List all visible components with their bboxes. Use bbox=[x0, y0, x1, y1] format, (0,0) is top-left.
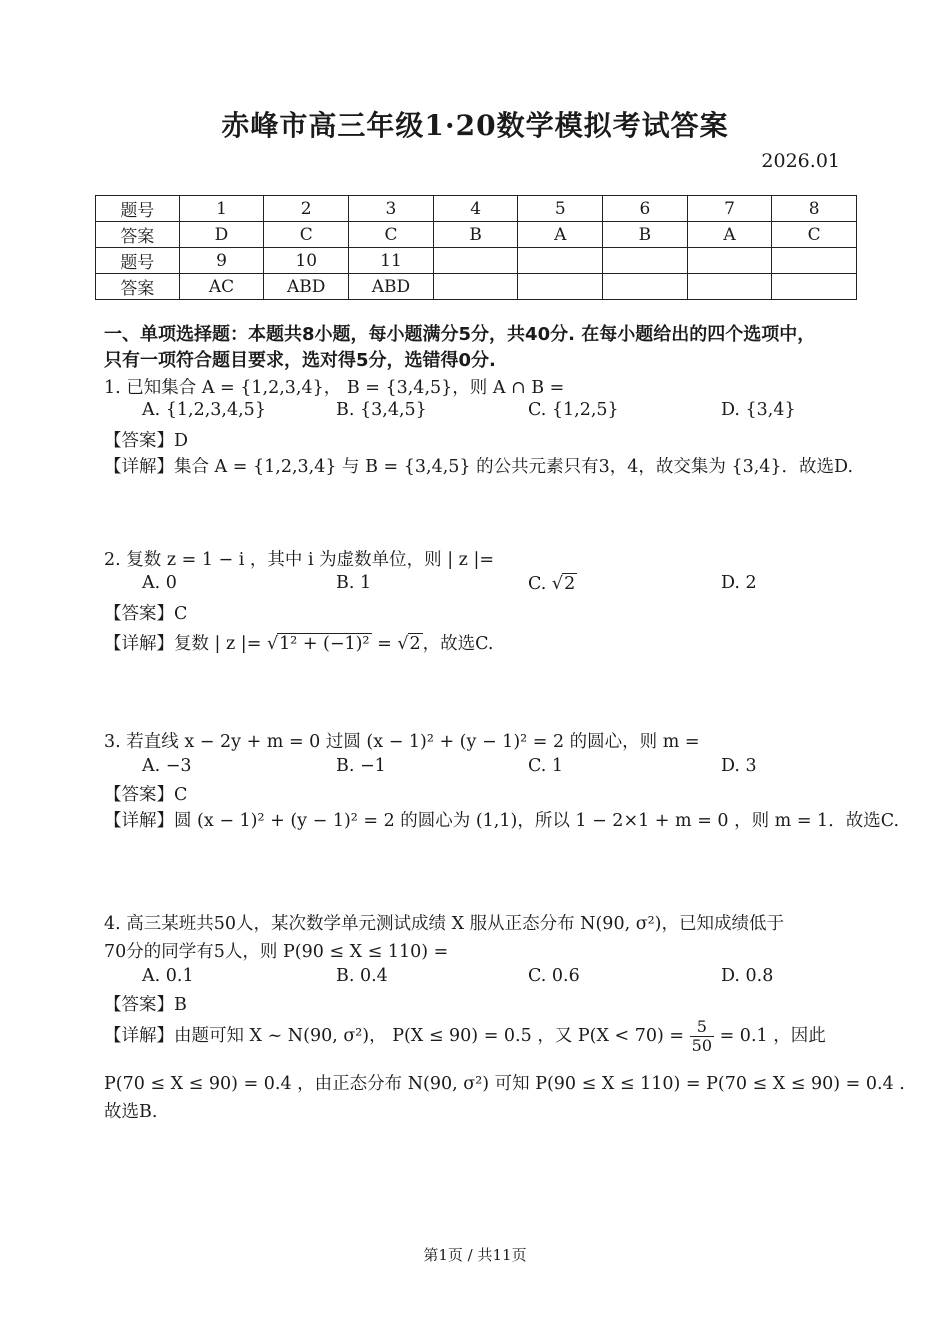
question-2-option-a: A. 0 bbox=[142, 573, 177, 593]
question-4-detail-line2: P(70 ≤ X ≤ 90) = 0.4 ，由正态分布 N(90, σ²) 可知 P(90 ≤ X ≤ 110) = P(70 ≤ X ≤ 90) = 0.4 . bbox=[104, 1074, 905, 1094]
question-1-detail: 【详解】集合 A = {1,2,3,4} 与 B = {3,4,5} 的公共元素只有3，4，故交集为 {3,4}．故选D. bbox=[104, 457, 854, 477]
question-1-option-c: C. {1,2,5} bbox=[528, 400, 619, 420]
fraction bbox=[690, 1018, 714, 1055]
table-cell: ABD bbox=[264, 274, 349, 300]
table-cell: 11 bbox=[349, 248, 434, 274]
question-2-option-c-radicand: 2 bbox=[564, 574, 576, 594]
table-cell-label: 答案 bbox=[96, 222, 180, 248]
table-cell-label: 答案 bbox=[96, 274, 180, 300]
table-cell: 10 bbox=[264, 248, 349, 274]
question-2-detail-suffix: ，故选C. bbox=[422, 634, 494, 654]
question-4-stem-line1: 4. 高三某班共50人，某次数学单元测试成绩 X 服从正态分布 N(90, σ²)，已知成绩低于 bbox=[104, 914, 784, 934]
fraction-denominator: 50 bbox=[691, 1036, 712, 1055]
table-cell: 8 bbox=[772, 196, 857, 222]
section-heading-line: 一、单项选择题：本题共8小题，每小题满分5分，共40分. 在每小题给出的四个选项中， bbox=[104, 324, 816, 345]
table-cell: C bbox=[349, 222, 434, 248]
question-2-option-b: B. 1 bbox=[336, 573, 372, 593]
sqrt-sign-icon: √ bbox=[397, 634, 409, 654]
question-4-stem-line2: 70分的同学有5人，则 P(90 ≤ X ≤ 110) = bbox=[104, 942, 449, 962]
table-cell bbox=[433, 248, 518, 274]
table-row bbox=[96, 222, 857, 248]
section-heading-line: 只有一项符合题目要求，选对得5分，选错得0分. bbox=[104, 350, 496, 371]
exam-date: 2026.01 bbox=[761, 150, 840, 172]
question-4-detail-prefix: 【详解】由题可知 X ~ N(90, σ²)， P(X ≤ 90) = 0.5 ，又 P(X < 70) = bbox=[104, 1026, 685, 1046]
question-2-option-c-label: C. bbox=[528, 574, 547, 594]
table-row bbox=[96, 248, 857, 274]
table-cell: 7 bbox=[687, 196, 772, 222]
table-cell bbox=[603, 274, 688, 300]
question-2-detail-result: 2 bbox=[409, 634, 421, 654]
question-3-answer: 【答案】C bbox=[104, 785, 188, 805]
question-2-option-c bbox=[528, 573, 577, 594]
answer-table bbox=[95, 195, 857, 300]
table-cell bbox=[772, 274, 857, 300]
table-cell: C bbox=[772, 222, 857, 248]
question-1-math: A = {1,2,3,4}， B = {3,4,5}，则 A ∩ B = bbox=[201, 378, 565, 398]
sqrt-sign-icon: √ bbox=[266, 634, 279, 654]
question-3-option-a: A. −3 bbox=[142, 756, 192, 776]
table-cell bbox=[518, 274, 603, 300]
table-cell: 1 bbox=[179, 196, 264, 222]
question-3-option-d: D. 3 bbox=[721, 756, 757, 776]
question-2-detail-eq: = bbox=[377, 634, 392, 654]
question-3-stem: 3. 若直线 x − 2y + m = 0 过圆 (x − 1)² + (y − 1)² = 2 的圆心，则 m = bbox=[104, 732, 700, 752]
table-cell bbox=[687, 274, 772, 300]
table-cell: B bbox=[603, 222, 688, 248]
question-4-option-b: B. 0.4 bbox=[336, 966, 388, 986]
table-cell: 6 bbox=[603, 196, 688, 222]
question-2-detail-prefix: 【详解】复数 | z |= bbox=[104, 634, 262, 654]
fraction-numerator: 5 bbox=[690, 1018, 714, 1037]
question-1-answer: 【答案】D bbox=[104, 431, 189, 451]
table-cell: 2 bbox=[264, 196, 349, 222]
page-title: 赤峰市高三年级1·20数学模拟考试答案 bbox=[221, 109, 729, 142]
question-2-option-d: D. 2 bbox=[721, 573, 757, 593]
question-1-option-b: B. {3,4,5} bbox=[336, 400, 427, 420]
question-2-detail bbox=[104, 630, 493, 655]
table-cell-label: 题号 bbox=[96, 196, 180, 222]
question-1-option-d: D. {3,4} bbox=[721, 400, 796, 420]
question-2-answer: 【答案】C bbox=[104, 604, 188, 624]
table-cell: 4 bbox=[433, 196, 518, 222]
table-cell bbox=[433, 274, 518, 300]
table-cell: D bbox=[179, 222, 264, 248]
table-cell: 5 bbox=[518, 196, 603, 222]
question-2-stem: 2. 复数 z = 1 − i ，其中 i 为虚数单位，则 | z |= bbox=[104, 550, 494, 570]
table-cell bbox=[772, 248, 857, 274]
question-3-option-c: C. 1 bbox=[528, 756, 564, 776]
table-cell bbox=[687, 248, 772, 274]
question-4-option-a: A. 0.1 bbox=[142, 966, 194, 986]
table-cell: AC bbox=[179, 274, 264, 300]
page-footer: 第1页 / 共11页 bbox=[423, 1246, 527, 1264]
question-2-detail-radicand: 1² + (−1)² bbox=[279, 634, 370, 654]
table-cell: ABD bbox=[349, 274, 434, 300]
question-1-option-a: A. {1,2,3,4,5} bbox=[142, 400, 266, 420]
table-cell: C bbox=[264, 222, 349, 248]
question-1-stem bbox=[104, 374, 564, 399]
sqrt-sign-icon: √ bbox=[551, 574, 564, 594]
table-cell: 3 bbox=[349, 196, 434, 222]
table-cell bbox=[518, 248, 603, 274]
table-cell: 9 bbox=[179, 248, 264, 274]
table-cell-label: 题号 bbox=[96, 248, 180, 274]
question-4-detail-suffix: = 0.1 ，因此 bbox=[719, 1026, 826, 1046]
table-cell: A bbox=[687, 222, 772, 248]
question-4-answer: 【答案】B bbox=[104, 995, 187, 1015]
question-1-prefix: 1. 已知集合 bbox=[104, 378, 197, 398]
question-4-detail-line3: 故选B. bbox=[104, 1102, 158, 1122]
question-4-option-d: D. 0.8 bbox=[721, 966, 774, 986]
question-4-detail-line1 bbox=[104, 1018, 826, 1055]
table-cell: A bbox=[518, 222, 603, 248]
table-cell: B bbox=[433, 222, 518, 248]
question-3-option-b: B. −1 bbox=[336, 756, 386, 776]
table-row bbox=[96, 274, 857, 300]
table-row bbox=[96, 196, 857, 222]
question-3-detail: 【详解】圆 (x − 1)² + (y − 1)² = 2 的圆心为 (1,1)，所以 1 − 2×1 + m = 0 ，则 m = 1．故选C. bbox=[104, 811, 900, 831]
table-cell bbox=[603, 248, 688, 274]
question-4-option-c: C. 0.6 bbox=[528, 966, 580, 986]
section-heading bbox=[104, 322, 864, 374]
